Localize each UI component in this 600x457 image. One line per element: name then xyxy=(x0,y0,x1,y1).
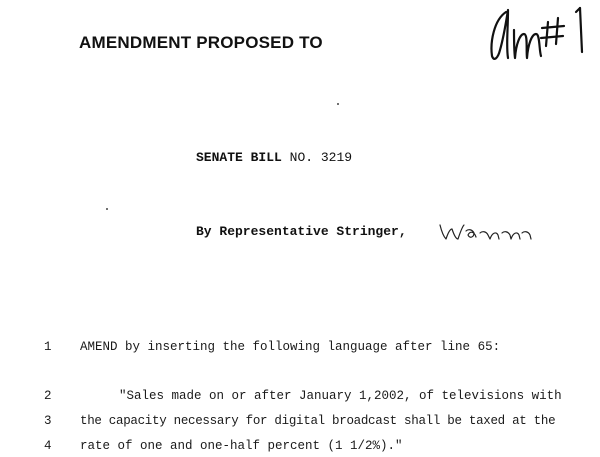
line-number: 3 xyxy=(44,414,52,428)
bill-line xyxy=(0,340,600,356)
bill-line xyxy=(0,389,600,405)
scan-speck xyxy=(337,103,339,105)
handwritten-signature xyxy=(436,217,536,247)
line-text: rate of one and one-half percent (1 1/2%)." xyxy=(80,439,403,453)
bill-line xyxy=(0,414,600,430)
bill-title xyxy=(196,150,352,165)
bill-title-number: NO. 3219 xyxy=(289,150,353,165)
bill-line xyxy=(0,439,600,455)
scan-speck xyxy=(106,208,108,210)
handwritten-amendment-number xyxy=(484,0,600,76)
line-text: the capacity necessary for digital broadcast shall be taxed at the xyxy=(80,414,556,428)
line-number: 1 xyxy=(44,340,52,354)
amendment-heading: AMENDMENT PROPOSED TO xyxy=(79,33,323,52)
line-text: AMEND by inserting the following language after line 65: xyxy=(80,340,501,354)
line-number: 4 xyxy=(44,439,52,453)
line-number: 2 xyxy=(44,389,52,403)
line-text: "Sales made on or after January 1,2002, of televisions with xyxy=(119,389,562,403)
sponsor-byline: By Representative Stringer, xyxy=(196,224,407,239)
bill-title-prefix: SENATE BILL xyxy=(196,150,282,165)
